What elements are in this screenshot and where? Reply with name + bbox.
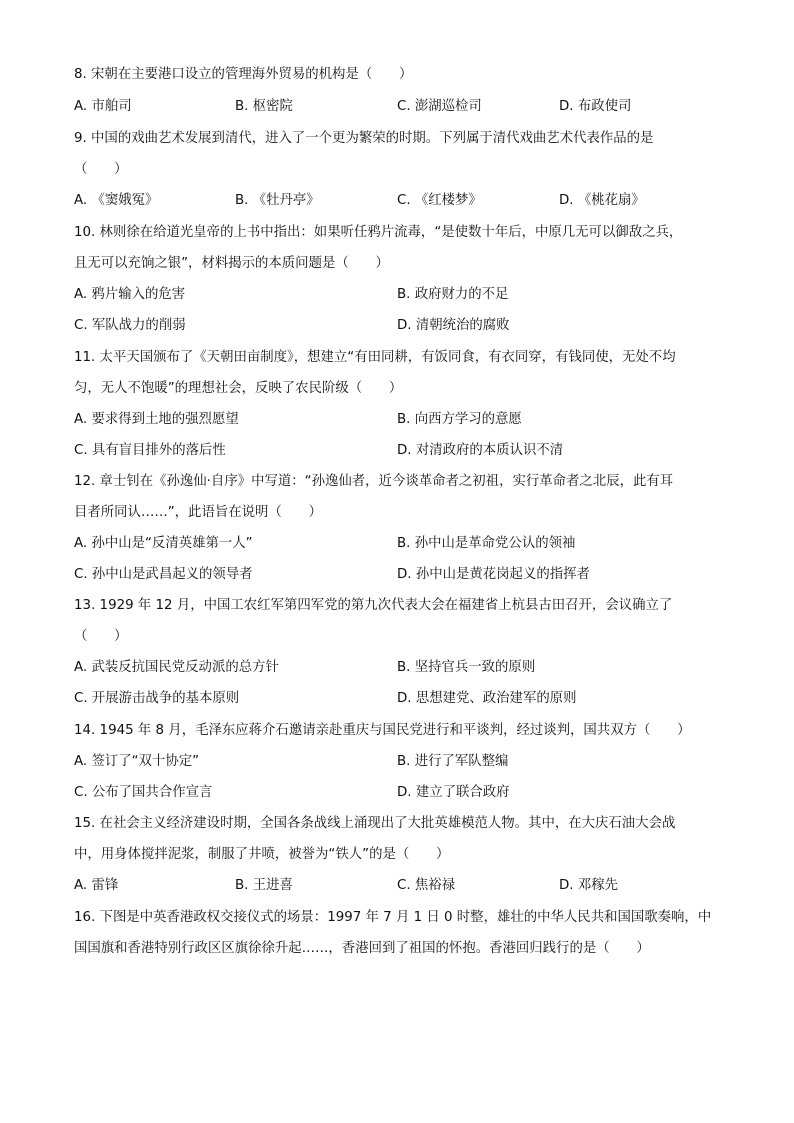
question-10-option-c: C. 军队战力的削弱 — [74, 318, 186, 333]
question-12-option-b: B. 孙中山是革命党公认的领袖 — [397, 536, 576, 551]
question-9-text: 9. 中国的戏曲艺术发展到清代，进入了一个更为繁荣的时期。下列属于清代戏曲艺术代表作品的是 — [74, 131, 654, 146]
question-9-option-b: B. 《牡丹亭》 — [235, 193, 320, 208]
question-10-option-a: A. 鸦片输入的危害 — [74, 287, 186, 302]
question-15-option-b: B. 王进喜 — [235, 878, 293, 893]
question-13-text: 13. 1929 年 12 月，中国工农红军第四军党的第九次代表大会在福建省上杭县古田召开，会议确立了 — [74, 598, 673, 613]
question-11-option-d: D. 对清政府的本质认识不清 — [397, 443, 564, 458]
question-10-option-b: B. 政府财力的不足 — [397, 287, 509, 302]
question-12-option-c: C. 孙中山是武昌起义的领导者 — [74, 567, 253, 582]
question-15-option-a: A. 雷锋 — [74, 878, 119, 893]
question-9-option-c: C. 《红楼梦》 — [397, 193, 482, 208]
question-14-option-a: A. 签订了“双十协定” — [74, 754, 200, 769]
question-8-option-d: D. 布政使司 — [559, 99, 632, 114]
question-9-text-cont: （ ） — [74, 162, 128, 177]
question-8-text: 8. 宋朝在主要港口设立的管理海外贸易的机构是（ ） — [74, 67, 413, 82]
question-11-option-a: A. 要求得到土地的强烈愿望 — [74, 412, 239, 427]
question-13-text-cont: （ ） — [74, 629, 128, 644]
question-13-option-d: D. 思想建党、政治建军的原则 — [397, 691, 577, 706]
question-14-text: 14. 1945 年 8 月，毛泽东应蒋介石邀请亲赴重庆与国民党进行和平谈判，经过谈判，国共双方（ ） — [74, 723, 691, 738]
question-15-text: 15. 在社会主义经济建设时期，全国各条战线上涌现出了大批英雄模范人物。其中，在大庆石油大会战 — [74, 816, 676, 831]
question-13-option-b: B. 坚持官兵一致的原则 — [397, 660, 536, 675]
question-15-option-c: C. 焦裕禄 — [397, 878, 456, 893]
question-12-option-d: D. 孙中山是黄花岗起义的指挥者 — [397, 567, 590, 582]
question-15-text-cont: 中，用身体搅拌泥浆，制服了井喷，被誉为“铁人”的是（ ） — [74, 847, 450, 862]
question-8-option-a: A. 市舶司 — [74, 99, 132, 114]
question-13-option-c: C. 开展游击战争的基本原则 — [74, 691, 240, 706]
question-9-option-d: D. 《桃花扇》 — [559, 193, 645, 208]
question-16-text-cont: 国国旗和香港特别行政区区旗徐徐升起……，香港回到了祖国的怀抱。香港回归践行的是（ ） — [74, 941, 650, 956]
question-11-option-b: B. 向西方学习的意愿 — [397, 412, 522, 427]
question-12-text: 12. 章士钊在《孙逸仙·自序》中写道：“孙逸仙者，近今谈革命者之初祖，实行革命者之北辰，此有耳 — [74, 474, 674, 489]
question-8-option-b: B. 枢密院 — [235, 99, 293, 114]
question-10-option-d: D. 清朝统治的腐败 — [397, 318, 510, 333]
question-15-option-d: D. 邓稼先 — [559, 878, 618, 893]
question-11-text: 11. 太平天国颁布了《天朝田亩制度》，想建立“有田同耕，有饭同食，有衣同穿，有钱同使，无处不均 — [74, 350, 676, 365]
question-9-option-a: A. 《窦娥冤》 — [74, 193, 159, 208]
question-11-text-cont: 匀，无人不饱暖”的理想社会，反映了农民阶级（ ） — [74, 381, 403, 396]
question-12-option-a: A. 孙中山是“反清英雄第一人” — [74, 536, 253, 551]
question-14-option-c: C. 公布了国共合作宣言 — [74, 785, 213, 800]
question-14-option-b: B. 进行了军队整编 — [397, 754, 509, 769]
question-8-option-c: C. 澎湖巡检司 — [397, 99, 482, 114]
question-14-option-d: D. 建立了联合政府 — [397, 785, 510, 800]
question-13-option-a: A. 武装反抗国民党反动派的总方针 — [74, 660, 279, 675]
question-10-text-cont: 且无可以充饷之银”，材料揭示的本质问题是（ ） — [74, 256, 389, 271]
question-12-text-cont: 目者所同认……”，此语旨在说明（ ） — [74, 505, 322, 520]
question-16-text: 16. 下图是中英香港政权交接仪式的场景：1997 年 7 月 1 日 0 时整，雄壮的中华人民共和国国歌奏响，中 — [74, 910, 712, 925]
question-10-text: 10. 林则徐在给道光皇帝的上书中指出：如果听任鸦片流毒，“是使数十年后，中原几无可以御敌之兵， — [74, 225, 683, 240]
question-11-option-c: C. 具有盲目排外的落后性 — [74, 443, 226, 458]
